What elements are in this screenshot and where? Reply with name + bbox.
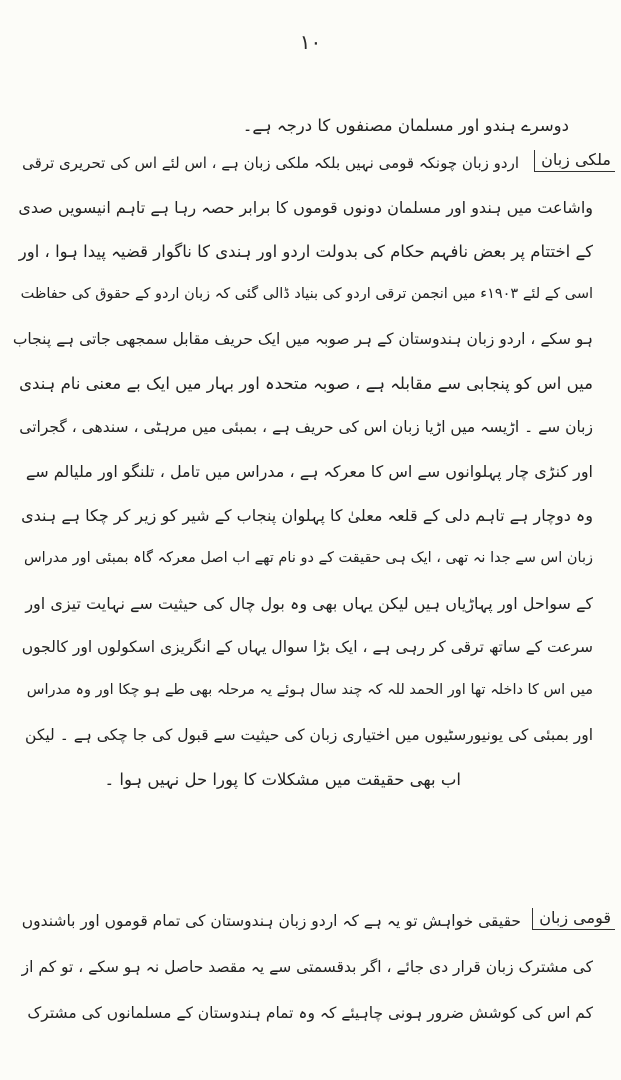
text-line: وہ دوچار ہے تاہم دلی کے قلعہ معلیٰ کا پہلوان پنجاب کے شیر کو زیر کر چکا ہے ہندی	[21, 506, 593, 525]
text-line: سرعت کے ساتھ ترقی کر رہی ہے ، ایک بڑا سوال یہاں کے انگریزی اسکولوں اور کالجوں	[21, 638, 593, 656]
text-line: میں اس کو پنجابی سے مقابلہ ہے ، صوبہ متحدہ اور بہار میں ایک بے معنی نام ہندی	[19, 374, 593, 393]
text-line: کے سواحل اور پہاڑیاں ہیں لیکن یہاں بھی وہ بول چال کی حیثیت سے نہایت تیزی اور	[25, 594, 593, 613]
margin-heading-mulki-zaban: ملکی زبان	[534, 150, 615, 172]
text-line: زبان اس سے جدا نہ تھی ، ایک ہی حقیقت کے دو نام تھے اب اصل معرکہ گاہ بمبئی اور مدراس	[23, 550, 593, 566]
text-line: کی مشترک زبان قرار دی جائے ، اگر بدقسمتی سے یہ مقصد حاصل نہ ہو سکے ، تو کم از	[21, 958, 593, 976]
text-line: واشاعت میں ہندو اور مسلمان دونوں قوموں کا برابر حصہ رہا ہے تاہم انیسویں صدی	[18, 198, 593, 217]
text-line: حقیقی خواہش تو یہ ہے کہ اردو زبان ہندوستان کی تمام قوموں اور باشندوں	[21, 912, 521, 930]
margin-heading-qaumi-zaban: قومی زبان	[532, 908, 615, 930]
text-line: کم اس کی کوشش ضرور ہونی چاہیئے کہ وہ تمام ہندوستان کے مسلمانوں کی مشترک	[27, 1004, 593, 1022]
text-line: اور کنڑی چار پہلوانوں سے اس کا معرکہ ہے ، مدراس میں تامل ، تلنگو اور ملیالم سے	[25, 462, 593, 481]
text-line: دوسرے ہندو اور مسلمان مصنفوں کا درجہ ہے۔	[242, 116, 569, 135]
text-line: زبان سے ۔ اڑیسہ میں اڑیا زبان اس کی حریف ہے ، بمبئی میں مرہٹی ، سندھی ، گجراتی	[19, 418, 593, 436]
text-line: اسی کے لئے ۱۹۰۳ء میں انجمن ترقی اردو کی بنیاد ڈالی گئی کہ زبان اردو کے حقوق کی حفاظت	[20, 286, 593, 302]
text-line: اردو زبان چونکہ قومی نہیں بلکہ ملکی زبان ہے ، اس لئے اس کی تحریری ترقی	[22, 154, 519, 172]
text-line: ہو سکے ، اردو زبان ہندوستان کے ہر صوبہ میں ایک حریف مقابل سمجھی جاتی ہے پنجاب	[12, 330, 593, 348]
page-number: ۱۰	[299, 30, 322, 54]
text-line: اب بھی حقیقت میں مشکلات کا پورا حل نہیں ہوا ۔	[104, 770, 461, 789]
text-line: میں اس کا داخلہ تھا اور الحمد للہ کہ چند سال ہوئے یہ مرحلہ بھی طے ہو چکا اور وہ مدراس	[26, 682, 593, 698]
text-line: کے اختتام پر بعض نافہم حکام کی بدولت اردو اور ہندی کا ناگوار قضیہ پیدا ہوا ، اور	[18, 242, 593, 261]
text-line: اور بمبئی کی یونیورسٹیوں میں اختیاری زبان کی حیثیت سے قبول کی جا چکی ہے ۔ لیکن	[25, 726, 593, 744]
